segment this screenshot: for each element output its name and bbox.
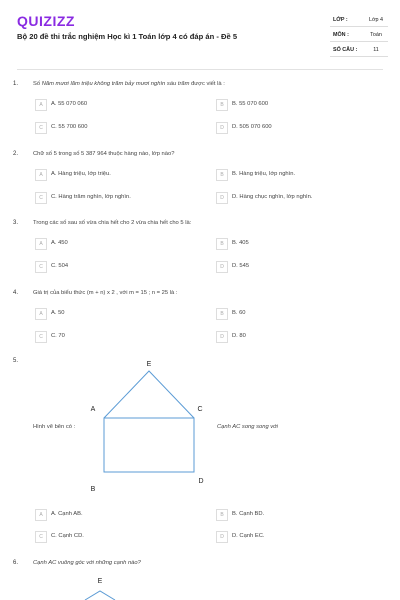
option-letter-box: C bbox=[35, 261, 47, 273]
option-letter-box: B bbox=[216, 238, 228, 250]
figure-roof-line bbox=[85, 591, 115, 600]
option-letter-box: D bbox=[216, 192, 228, 204]
question-text: Hình vẽ bên có : bbox=[33, 424, 76, 430]
option-text: A. 55 070 060 bbox=[51, 101, 88, 107]
option-letter-box: A bbox=[35, 308, 47, 320]
question-text: Giá trị của biểu thức (m + n) x 2 , với m = 15 ; n = 25 là : bbox=[33, 290, 178, 296]
meta-lop-value: Lớp 4 bbox=[368, 17, 384, 23]
option-text: D. 505 070 600 bbox=[232, 124, 272, 130]
meta-lop-label: LỚP : bbox=[333, 17, 348, 23]
option-text: A. 50 bbox=[51, 310, 65, 316]
quizizz-logo: QUIZIZZ bbox=[17, 13, 75, 29]
option-letter-box: A bbox=[35, 99, 47, 111]
question-text: Cạnh AC vuông góc với những cạnh nào? bbox=[33, 560, 141, 566]
question-number: 1. bbox=[13, 81, 19, 87]
option-letter-box: C bbox=[35, 122, 47, 134]
option-letter-box: D bbox=[216, 261, 228, 273]
question-text: Số Năm mươi lăm triệu không trăm bảy mươi nghìn sáu trăm được viết là : bbox=[33, 81, 225, 87]
option-text: D. 545 bbox=[232, 263, 250, 269]
option-text: A. Hàng triệu, lớp triệu. bbox=[51, 171, 111, 177]
meta-socau-value: 11 bbox=[373, 47, 379, 53]
option-text: C. 504 bbox=[51, 263, 69, 269]
option-letter-box: D bbox=[216, 331, 228, 343]
option-text: B. 55 070 600 bbox=[232, 101, 269, 107]
option-text: D. Hàng chục nghìn, lớp nghìn. bbox=[232, 194, 313, 200]
option-text: B. Cạnh BD. bbox=[232, 511, 265, 517]
meta-mon-label: MÔN : bbox=[333, 32, 349, 38]
option-letter-box: B bbox=[216, 308, 228, 320]
option-text: D. Cạnh EC. bbox=[232, 533, 265, 539]
question-text: Cạnh AC song song với bbox=[217, 424, 278, 430]
option-letter-box: A bbox=[35, 509, 47, 521]
option-text: C. 55 700 600 bbox=[51, 124, 88, 130]
figure-body-rect bbox=[104, 418, 194, 472]
option-letter-box: D bbox=[216, 122, 228, 134]
question-number: 2. bbox=[13, 151, 19, 157]
option-text: C. Hàng trăm nghìn, lớp nghìn. bbox=[51, 194, 131, 200]
question-number: 4. bbox=[13, 290, 19, 296]
vertex-label-d: D bbox=[198, 478, 204, 485]
vertex-label-c: C bbox=[197, 406, 203, 413]
option-letter-box: D bbox=[216, 531, 228, 543]
option-text: C. Cạnh CD. bbox=[51, 533, 84, 539]
option-letter-box: A bbox=[35, 238, 47, 250]
meta-mon-value: Toán bbox=[370, 32, 382, 38]
option-letter-box: B bbox=[216, 169, 228, 181]
option-letter-box: B bbox=[216, 509, 228, 521]
option-letter-box: C bbox=[35, 331, 47, 343]
option-letter-box: C bbox=[35, 531, 47, 543]
option-letter-box: B bbox=[216, 99, 228, 111]
option-text: C. 70 bbox=[51, 333, 65, 339]
option-text: B. 60 bbox=[232, 310, 246, 316]
vertex-label-e: E bbox=[97, 578, 103, 585]
question-emphasis: Năm mươi lăm triệu không trăm bảy mươi nghìn sáu trăm bbox=[41, 81, 190, 87]
question-text: Chữ số 5 trong số 5 387 964 thuộc hàng nào, lớp nào? bbox=[33, 151, 175, 157]
question-number: 6. bbox=[13, 560, 19, 566]
vertex-label-e: E bbox=[146, 361, 152, 368]
vertex-label-a: A bbox=[90, 406, 96, 413]
option-text: B. Hàng triệu, lớp nghìn. bbox=[232, 171, 296, 177]
page-title: Bộ 20 đề thi trắc nghiệm Học kì 1 Toán lớp 4 có đáp án - Đề 5 bbox=[17, 32, 238, 41]
option-text: A. Cạnh AB. bbox=[51, 511, 83, 517]
vertex-label-b: B bbox=[90, 486, 96, 493]
option-text: B. 405 bbox=[232, 240, 249, 246]
option-text: D. 80 bbox=[232, 333, 246, 339]
question-number: 5. bbox=[13, 358, 19, 364]
question-text: Trong các số sau số vừa chia hết cho 2 vừa chia hết cho 5 là: bbox=[33, 220, 192, 226]
option-letter-box: C bbox=[35, 192, 47, 204]
meta-socau-label: SỐ CÂU : bbox=[333, 47, 358, 53]
question-number: 3. bbox=[13, 220, 19, 226]
figure-roof-line bbox=[104, 371, 194, 418]
option-text: A. 450 bbox=[51, 240, 68, 246]
option-letter-box: A bbox=[35, 169, 47, 181]
